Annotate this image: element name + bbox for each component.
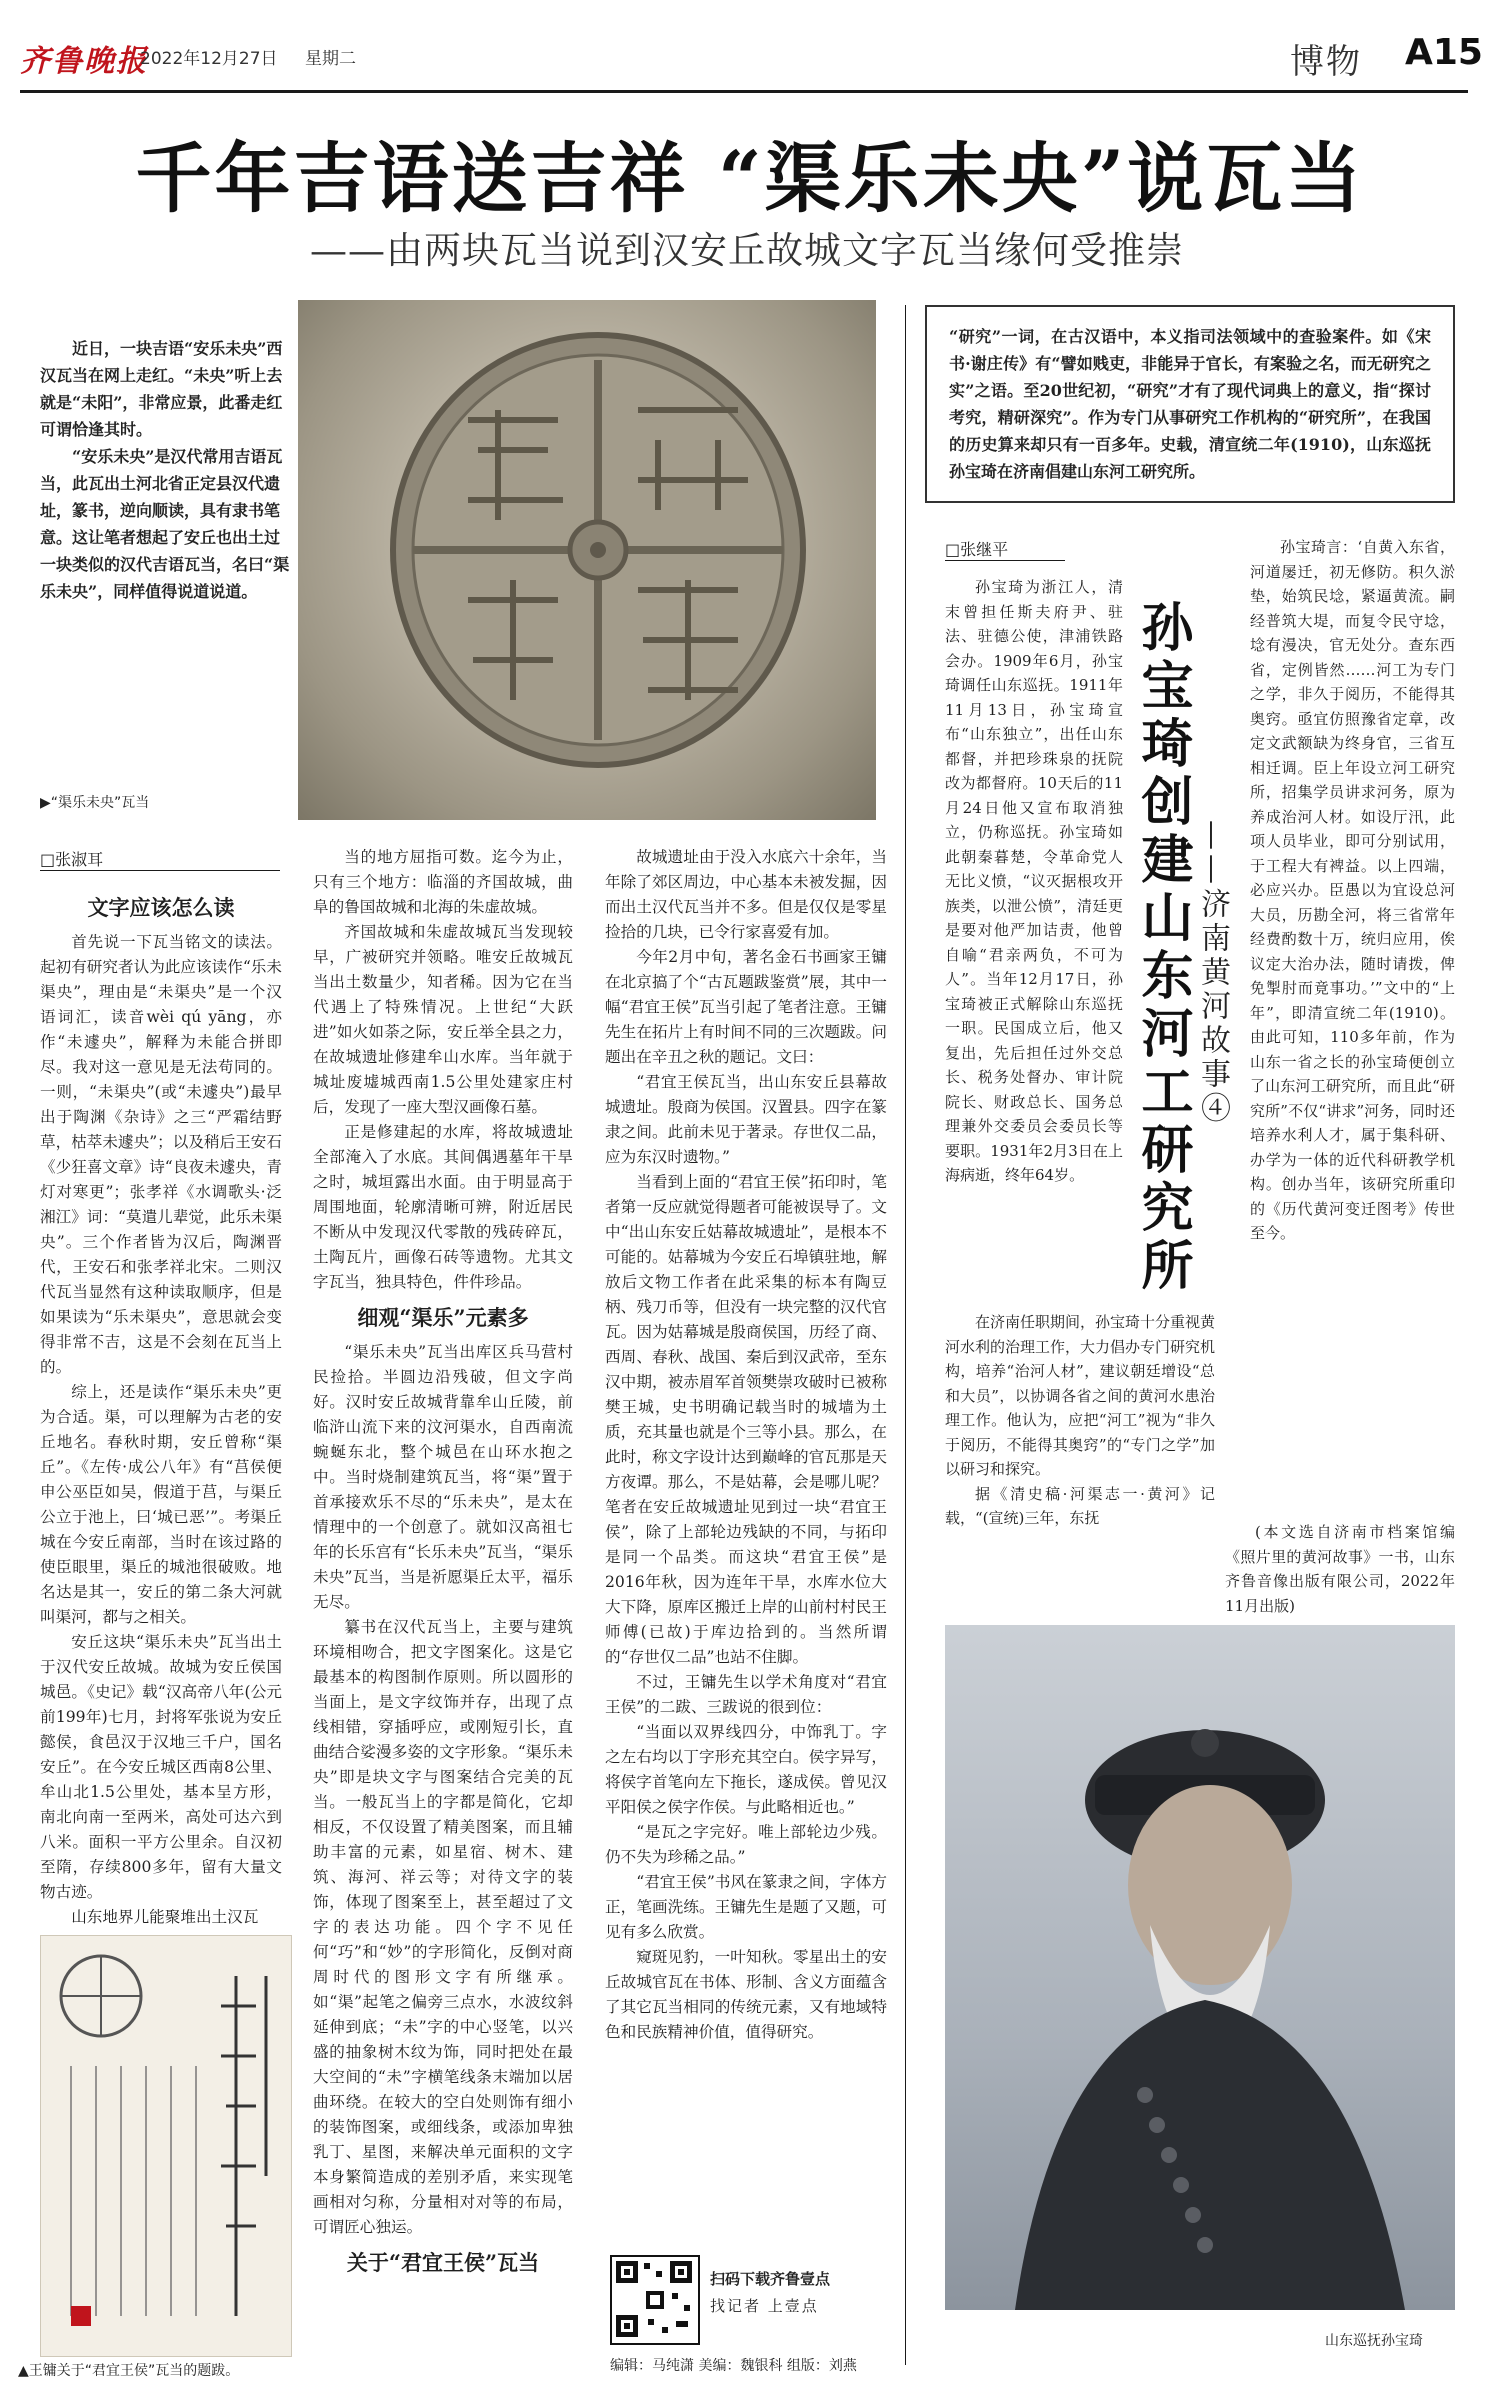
article2-column-b [1250,535,1455,1246]
body-paragraph: “渠乐未央”瓦当出库区兵马营村民捡拾。半圆边沿残破，但文字尚好。汉时安丘故城背靠牟山丘陵，前临浒山流下来的汶河渠水，自西南流蜿蜒东北，整个城邑在山环水抱之中。当时烧制建筑瓦当，将“渠”置于首承接欢乐不尽的“乐未央”，是太在情理中的一个创意了。就如汉高祖七年的长乐宫有“长乐未央”瓦当，“渠乐未央”瓦当，当是祈愿渠丘太平，福乐无尽。 [313,1343,573,1611]
section-name: 博物 [1290,42,1362,82]
article2-column-a-lower [945,1310,1215,1531]
qr-reporter-text: 找记者 上壹点 [710,2297,819,2315]
body-paragraph: 窥斑见豹，一叶知秋。零星出土的安丘故城官瓦在书体、形制、含义方面蕴含了其它瓦当相同的传统元素，又有地域特色和民族精神价值，值得研究。 [605,1948,887,2041]
portrait-photo [945,1625,1455,2310]
body-paragraph: 当的地方屈指可数。迄今为止，只有三个地方：临淄的齐国故城，曲阜的鲁国故城和北海的朱虚故城。 [313,848,573,916]
body-paragraph: 纂书在汉代瓦当上，主要与建筑环境相吻合，把文字图案化。这是它最基本的构图制作原则。所以圆形的当面上，是文字纹饰并存，出现了点线相错，穿插呼应，或刚短引长，直曲结合娑漫多姿的文字形象。“渠乐未央”即是块文字与图案结合完美的瓦当。一般瓦当上的字都是简化，它却相反，不仅设置了精美图案，而且辅助丰富的元素，如星宿、树木、建筑、海河、祥云等；对待文字的装饰，体现了图案至上，甚至超过了文字的表达功能。四个字不见任何“巧”和“妙”的字形简化，反倒对商周时代的图形文字有所继承。如“渠”起笔之偏旁三点水，水波纹斜延伸到底；“未”字的中心竖笔，以兴盛的抽象树木纹为饰，同时把处在最大空间的“未”字横笔线条末端加以居曲环绕。在较大的空白处则饰有细小的装饰图案，或细线条，或添加卑独乳丁、星图，来解决单元面积的文字本身繁简造成的差别矛盾，来实现笔画相对匀称，分量相对对等的布局，可谓匠心独运。 [313,1618,573,2236]
page-number: A15 [1405,32,1483,73]
section-heading: 细观“渠乐”元素多 [357,1305,529,1330]
article-subtitle: ——由两块瓦当说到汉安丘故城文字瓦当缘何受推崇 [310,229,1184,272]
issue-weekday: 星期二 [305,49,356,69]
body-paragraph: 当看到上面的“君宜王侯”拓印时，笔者第一反应就觉得题者可能被误导了。文中“出山东安丘姑幕故城遗址”，是根本不可能的。姑幕城为今安丘石埠镇驻地，解放后文物工作者在此采集的标本有陶豆柄、残刀币等，但没有一块完整的汉代官瓦。因为姑幕城是殷商侯国，历经了商、西周、春秋、战国、秦后到汉武帝，至东汉中期，被赤眉军首领樊崇攻破时已被称樊王城，史书明确记载当时的城墙为土质，充其量也就是个三等小县。那么，在此时，称文字设计达到巅峰的官瓦那是天方夜谭。那么，不是姑幕，会是哪儿呢？笔者在安丘故城遗址见到过一块“君宜王侯”，除了上部轮边残缺的不同，与拓印是同一个品类。而这块“君宜王侯”是2016年秋，因为连年干旱，水库水位大大下降，原库区搬迁上岸的山前村村民王师傅(已故)于库边拾到的。当然所谓的“存世仅二品”也站不住脚。 [605,1173,887,1666]
body-paragraph: 今年2月中旬，著名金石书画家王镛在北京搞了个“古瓦题跋鉴赏”展，其中一幅“君宜王侯”瓦当引起了笔者注意。王镛先生在拓片上有时间不同的三次题跋。问题出在辛丑之秋的题记。文曰： [605,948,887,1066]
byline-rule [40,870,280,871]
qr-code[interactable] [610,2255,700,2345]
calligraphy-illustration [41,1936,291,2356]
research-definition-box [925,305,1455,503]
body-paragraph: 安丘这块“渠乐未央”瓦当出土于汉代安丘故城。故城为安丘侯国城邑。《史记》载“汉高帝八年(公元前199年)七月，封将军张说为安丘懿侯，食邑汉于汉地三千户，国名安丘”。在今安丘城区西南8公里、牟山北1.5公里处，基本呈方形，南北向南一至两米，高处可达六到八米。面积一平方公里余。自汉初至隋，存续800多年，留有大量文物古迹。 [40,1633,282,1901]
intro-paragraph: “安乐未央”是汉代常用吉语瓦当，此瓦出土河北省正定县汉代遗址，篆书，逆向顺读，具有隶书笔意。这让笔者想起了安丘也出土过一块类似的汉代吉语瓦当，名曰“渠乐未央”，同样值得说道说道。 [40,447,290,601]
body-paragraph: “当面以双界线四分，中饰乳丁。字之左右均以丁字形充其空白。侯字异写，将侯字首笔向左下拖长，遂成侯。曾见汉平阳侯之侯字作侯。与此略相近也。” [605,1723,887,1816]
body-paragraph: 孙宝琦言：‘自黄入东省，河道屡迁，初无修防。积久淤垫，始筑民埝，紧逼黄流。嗣经普筑大堤，而复令民守埝，埝有漫决，官无处分。查东西省，定例皆然……河工为专门之学，非久于阅历，不能得其奥窍。亟宜仿照豫省定章，改定文武额缺为终身官，三省互相迁调。臣上年设立河工研究所，招集学员讲求河务，原为养成治河人材。如设厅汛，此项人员毕业，即可分别试用，于工程大有裨益。以上四端，必应兴办。臣愚以为宜设总河大员，历勘全河，将三省常年经费酌数十万，统归应用，俟议定大治办法，随时请拨，俾免掣肘而竟事功。’”文中的“上年”，即清宣统二年(1910)。由此可知，110多年前，作为山东一省之长的孙宝琦便创立了山东河工研究所，而且此“研究所”不仅“讲求”河务，同时还培养水利人才，属于集科研、办学为一体的近代科研教学机构。创办当年，该研究所重印的《历代黄河变迁图考》传世至今。 [1250,538,1455,1242]
body-paragraph: 齐国故城和朱虚故城瓦当发现较早，广被研究并领略。唯安丘故城瓦当出土数量少，知者稀。因为它在当代遇上了特殊情况。上世纪“大跃进”如火如荼之际，安丘举全县之力，在故城遗址修建牟山水库。当年就于城址废墟城西南1.5公里处建家庄村后，发现了一座大型汉画像石墓。 [313,923,573,1116]
article2-title: 孙宝琦创建山东河工研究所 [1132,600,1193,1296]
calligraphy-caption: ▲王镛关于“君宜王侯”瓦当的题跋。 [18,2363,240,2379]
body-paragraph: 孙宝琦为浙江人，清末曾担任斯夫府尹、驻法、驻德公使，津浦铁路会办。1909年6月，孙宝琦调任山东巡抚。1911年11月13日，孙宝琦宣布“山东独立”，出任山东都督，并把珍珠泉的抚院改为都督府。10天后的11月24日他又宣布取消独立，仍称巡抚。孙宝琦如此朝秦暮楚，令革命党人无比义愤，“议灭据根攻开族类，以泄公愤”，清廷更是要对他严加诘责，他曾自喻“君亲两负，不可为人”。当年12月17日，孙宝琦被正式解除山东巡抚一职。民国成立后，他又复出，先后担任过外交总长、税务处督办、审计院院长、财政总长、国务总理兼外交委员会委员长等要职。1931年2月3日在上海病逝，终年64岁。 [945,578,1123,1184]
wadang-photo-caption: ▶“渠乐未央”瓦当 [40,795,150,811]
source-note: (本文选自济南市档案馆编《照片里的黄河故事》一书，山东齐鲁音像出版有限公司，2022年11月出版) [1225,1523,1455,1615]
masthead [20,30,1483,93]
body-paragraph: 不过，王镛先生以学术角度对“君宜王侯”的二跋、三跋说的很到位： [605,1673,887,1716]
article2-source-note [1225,1520,1455,1618]
article-column-3 [605,845,887,2045]
body-paragraph: “君宜王侯”书风在篆隶之间，字体方正，笔画洗练。王镛先生是题了又题，可见有多么欣赏。 [605,1873,887,1941]
body-paragraph: 综上，还是读作“渠乐未央”更为合适。渠，可以理解为古老的安丘地名。春秋时期，安丘曾称“渠丘”。《左传·成公八年》有“莒侯便申公巫臣如吴，假道于莒，与渠丘公立于池上，曰‘城已恶’”。考渠丘城在今安丘南部，当时在该过路的使臣眼里，渠丘的城池很破败。地名达是其一，安丘的第二条大河就叫渠河，都与之相关。 [40,1383,282,1626]
column-separator [905,305,906,2365]
intro-paragraph: 近日，一块吉语“安乐未央”西汉瓦当在网上走红。“未央”听上去就是“未阳”，非常应景，此番走红可谓恰逢其时。 [40,339,283,439]
body-paragraph: “是瓦之字完好。唯上部轮边少残。仍不失为珍稀之品。” [605,1823,887,1866]
section-heading: 关于“君宜王侯”瓦当 [346,2250,540,2275]
section-heading: 文字应该怎么读 [87,895,235,920]
body-paragraph: 首先说一下瓦当铭文的读法。起初有研究者认为此应该读作“乐未渠央”，理由是“未渠央”是一个汉语词汇，读音wèi qú yāng，亦作“未遽央”，解释为未能合拼即尽。我对这一意见是无法苟同的。一则，“未渠央”(或“未遽央”)最早出于陶渊《杂诗》之三“严霜结野草，枯萃未遽央”；以及稍后王安石《少狂喜文章》诗“良夜未遽央，青灯对寒更”；张孝祥《水调歌头·泛湘江》词：“莫遣儿辈觉，此乐未渠央”。三个作者皆为汉后，陶渊晋代，王安石和张孝祥北宋。二则汉代瓦当显然有这种读取顺序，但是如果读为“乐未渠央”，意思就会变得非常不吉，这是不会刻在瓦当上的。 [40,933,282,1376]
issue-date: 2022年12月27日 [140,49,278,69]
newspaper-logo: 齐鲁晚报 [20,44,148,79]
author-byline-2: □张继平 [945,540,1009,559]
wadang-photo [298,300,876,820]
byline-rule-2 [945,560,1065,561]
article-column-2 [313,845,573,2285]
wadang-illustration [298,300,876,820]
article2-column-a [945,575,1123,1188]
calligraphy-photo [40,1935,292,2357]
body-paragraph: 山东地界儿能聚堆出土汉瓦 [71,1908,259,1926]
article2-subtitle: ——济南黄河故事④ [1195,820,1230,1126]
portrait-caption: 山东巡抚孙宝琦 [1325,2333,1423,2349]
body-paragraph: “君宜王侯瓦当，出山东安丘县幕故城遗址。殷商为侯国。汉置县。四字在篆隶之间。此前未见于著录。存世仅二品，应为东汉时遗物。” [605,1073,887,1166]
editor-credits: 编辑：马纯潇 美编：魏银科 组版：刘燕 [610,2358,857,2374]
article-title: 千年吉语送吉祥 “渠乐未央”说瓦当 [135,134,1365,223]
body-paragraph: 在济南任职期间，孙宝琦十分重视黄河水利的治理工作，大力倡办专门研究机构，培养“治河人材”，建议朝廷增设“总和大员”，以协调各省之间的黄河水患治理工作。他认为，应把“河工”视为“非久于阅历，不能得其奥窍”的“专门之学”加以研习和探究。 [945,1313,1216,1478]
box-text: “研究”一词，在古汉语中，本义指司法领域中的查验案件。如《宋书·谢庄传》有“譬如贱吏，非能异于官长，有案验之名，而无研究之实”之语。至20世纪初，“研究”才有了现代词典上的意义，指“探讨考究，精研深究”。作为专门从事研究工作机构的“研究所”，在我国的历史算来却只有一百多年。史载，清宣统二年(1910)，山东巡抚孙宝琦在济南倡建山东河工研究所。 [949,327,1431,481]
author-byline: □张淑耳 [40,850,104,869]
body-paragraph: 据《清史稿·河渠志一·黄河》记载，“(宣统)三年，东抚 [945,1484,1215,1527]
body-paragraph: 故城遗址由于没入水底六十余年，当年除了郊区周边，中心基本未被发掘，因而出土汉代瓦当并不多。但是仅仅是零星捡拾的几块，已令行家喜爱有加。 [605,848,887,941]
qr-code-icon [612,2257,698,2343]
article-column-1 [40,885,282,1930]
portrait-illustration [945,1625,1455,2310]
qr-download-text: 扫码下载齐鲁壹点 [710,2270,831,2288]
body-paragraph: 正是修建起的水库，将故城遗址全部淹入了水底。其间偶遇墓年干旱之时，城垣露出水面。由于明显高于周围地面，轮廓清晰可辨，附近居民不断从中发现汉代零散的残砖碎瓦，土陶瓦片，画像石砖等遗物。尤其文字瓦当，独具特色，件件珍品。 [313,1123,573,1291]
article-intro [40,335,290,605]
